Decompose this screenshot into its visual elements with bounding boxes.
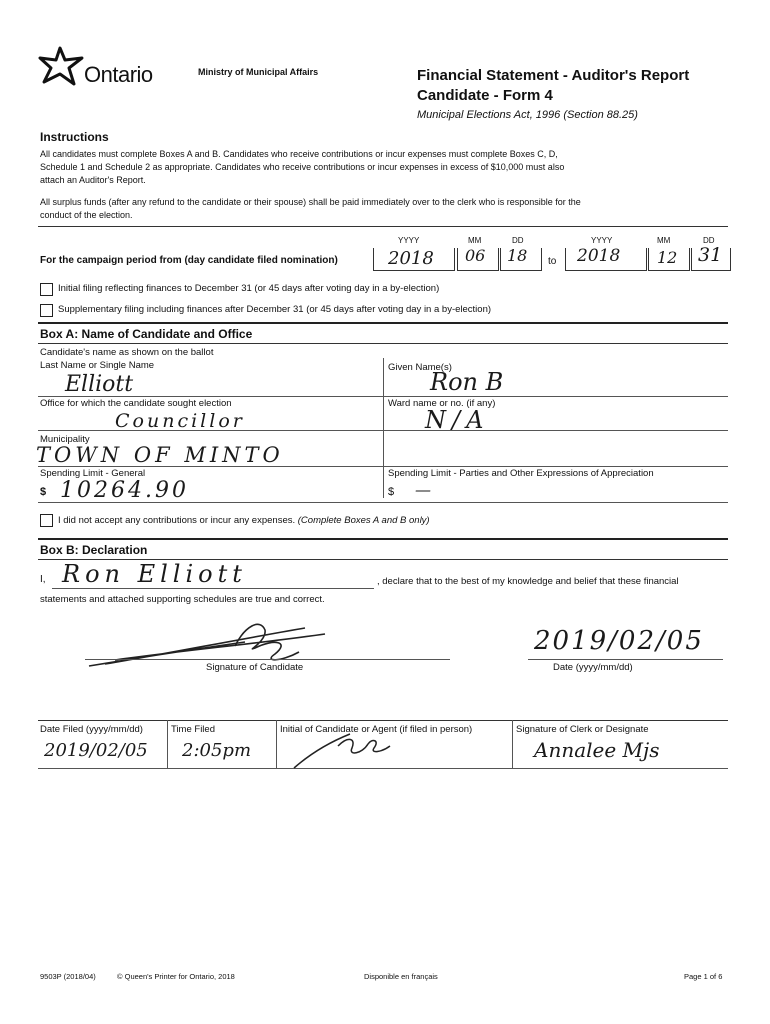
currency-sign-parties: $ bbox=[388, 486, 395, 498]
municipality-value[interactable]: TOWN OF MINTO bbox=[36, 443, 284, 467]
divider bbox=[38, 343, 728, 344]
act-reference: Municipal Elections Act, 1996 (Section 88.25) bbox=[417, 109, 638, 121]
to-month-value: 12 bbox=[657, 248, 678, 267]
supplementary-filing-checkbox[interactable] bbox=[40, 304, 53, 317]
no-contributions-checkbox[interactable] bbox=[40, 514, 53, 527]
col-dd-from: DD bbox=[512, 236, 524, 245]
instructions-para2-line2: conduct of the election. bbox=[40, 210, 133, 220]
clerk-signature-value[interactable]: Annalee Mjs bbox=[534, 738, 660, 762]
form-title-line2: Candidate - Form 4 bbox=[417, 87, 553, 104]
initial-filing-checkbox[interactable] bbox=[40, 283, 53, 296]
clerk-section-rule bbox=[38, 720, 728, 721]
signature-line bbox=[85, 659, 450, 660]
column-divider bbox=[276, 720, 277, 768]
given-name-value[interactable]: Ron B bbox=[430, 368, 504, 396]
agent-initial[interactable] bbox=[290, 724, 400, 770]
supplementary-filing-label: Supplementary filing including finances after December 31 (or 45 days after voting day in a by-election) bbox=[58, 304, 492, 315]
last-name-label: Last Name or Single Name bbox=[40, 360, 155, 371]
column-divider bbox=[512, 720, 513, 768]
initial-label: Initial of Candidate or Agent (if filed in person) bbox=[280, 724, 473, 735]
form-code: 9503P (2018/04) bbox=[40, 972, 96, 981]
date-filed-value[interactable]: 2019/02/05 bbox=[44, 740, 148, 761]
initial-filing-label: Initial filing reflecting finances to December 31 (or 45 days after voting day in a by-election) bbox=[58, 283, 440, 294]
page-number: Page 1 of 6 bbox=[684, 972, 723, 981]
to-label: to bbox=[548, 256, 557, 267]
signature-of-candidate-label: Signature of Candidate bbox=[206, 662, 304, 673]
no-contributions-label bbox=[58, 515, 430, 526]
instructions-para2-line1: All surplus funds (after any refund to the candidate or their spouse) shall be paid immediately over to the clerk who is responsible for the bbox=[40, 197, 581, 207]
date-filed-label: Date Filed (yyyy/mm/dd) bbox=[40, 724, 143, 735]
declarant-name[interactable]: Ron Elliott bbox=[62, 560, 247, 588]
col-yyyy-from: YYYY bbox=[398, 236, 420, 245]
instructions-para1-line3: attach an Auditor's Report. bbox=[40, 175, 146, 185]
clerk-signature-label: Signature of Clerk or Designate bbox=[516, 724, 649, 735]
spending-parties-value[interactable]: — bbox=[415, 480, 431, 499]
time-filed-label: Time Filed bbox=[171, 724, 215, 735]
col-yyyy-to: YYYY bbox=[591, 236, 613, 245]
declare-text: , declare that to the best of my knowledge and belief that these financial bbox=[377, 576, 679, 587]
instructions-para1-line1: All candidates must complete Boxes A and B. Candidates who receive contributions or incur expenses must complete Boxes C, D, bbox=[40, 149, 558, 159]
spending-general-value[interactable]: 10264.90 bbox=[60, 478, 189, 503]
box-b-rule bbox=[38, 538, 728, 540]
col-dd-to: DD bbox=[703, 236, 715, 245]
divider bbox=[38, 396, 728, 397]
instructions-para1-line2: Schedule 1 and Schedule 2 as appropriate. Candidates who receive contributions or incur expenses in excess of $10,000 must also bbox=[40, 162, 565, 172]
campaign-period-label: For the campaign period from (day candidate filed nomination) bbox=[40, 255, 338, 266]
instructions-heading: Instructions bbox=[40, 130, 109, 144]
ward-label: Ward name or no. (if any) bbox=[388, 398, 496, 409]
declaration-date-label: Date (yyyy/mm/dd) bbox=[553, 662, 633, 673]
from-day-value: 18 bbox=[507, 246, 528, 265]
ward-value[interactable]: N/A bbox=[425, 406, 490, 434]
municipality-label: Municipality bbox=[40, 434, 90, 445]
no-contributions-text: I did not accept any contributions or incur any expenses. bbox=[58, 515, 296, 526]
declare-text-2: statements and attached supporting schedules are true and correct. bbox=[40, 594, 325, 605]
col-mm-from: MM bbox=[468, 236, 482, 245]
office-label: Office for which the candidate sought election bbox=[40, 398, 232, 409]
name-as-shown-label: Candidate's name as shown on the ballot bbox=[40, 347, 214, 358]
declaration-date-value[interactable]: 2019/02/05 bbox=[534, 626, 704, 656]
column-divider bbox=[383, 358, 384, 498]
col-mm-to: MM bbox=[657, 236, 671, 245]
spending-general-label: Spending Limit - General bbox=[40, 468, 146, 479]
divider bbox=[38, 466, 728, 467]
to-year-value: 2018 bbox=[577, 246, 621, 266]
french-availability: Disponible en français bbox=[364, 972, 438, 981]
divider bbox=[38, 502, 728, 503]
form-title-line1: Financial Statement - Auditor's Report bbox=[417, 67, 690, 84]
ontario-logo bbox=[38, 44, 188, 88]
box-a-heading: Box A: Name of Candidate and Office bbox=[40, 327, 253, 341]
no-contributions-note: (Complete Boxes A and B only) bbox=[297, 515, 430, 526]
last-name-value[interactable]: Elliott bbox=[65, 372, 134, 397]
declarant-line bbox=[52, 588, 374, 589]
date-line bbox=[528, 659, 723, 660]
i-label: I, bbox=[40, 574, 46, 585]
box-a-rule bbox=[38, 322, 728, 324]
from-year-value: 2018 bbox=[388, 248, 434, 269]
copyright: © Queen's Printer for Ontario, 2018 bbox=[117, 972, 235, 981]
divider bbox=[38, 430, 728, 431]
logo-text: Ontario bbox=[84, 62, 153, 87]
currency-sign-general: $ bbox=[40, 486, 47, 498]
from-month-value: 06 bbox=[465, 246, 486, 265]
office-value[interactable]: Councillor bbox=[115, 410, 245, 432]
ministry-name: Ministry of Municipal Affairs bbox=[198, 67, 319, 77]
time-filed-value[interactable]: 2:05pm bbox=[182, 740, 252, 761]
given-name-label: Given Name(s) bbox=[388, 362, 452, 373]
spending-parties-label: Spending Limit - Parties and Other Expressions of Appreciation bbox=[388, 468, 654, 479]
column-divider bbox=[167, 720, 168, 768]
trillium-icon bbox=[38, 44, 86, 88]
box-b-heading: Box B: Declaration bbox=[40, 543, 148, 557]
divider bbox=[38, 226, 728, 227]
to-day-value: 31 bbox=[698, 244, 723, 266]
